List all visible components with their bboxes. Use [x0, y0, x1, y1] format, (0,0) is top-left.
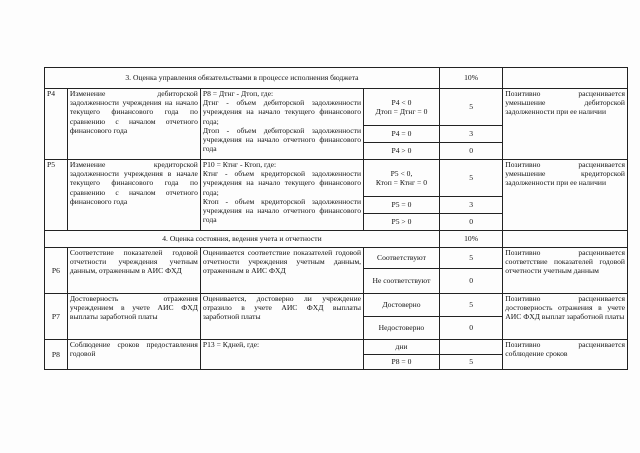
section-4-weight: 10% [439, 231, 502, 248]
p7-code: P7 [45, 294, 68, 340]
p5-score2: 3 [439, 197, 502, 214]
p4-comment: Позитивно расценивается уменьшение дебиторской задолженности при ее наличии [503, 89, 628, 160]
p8-cond2: P8 = 0 [364, 355, 440, 370]
p5-cond1b: Ктоп = Ктнг = 0 [375, 178, 427, 187]
p6-cond1: Соответствуют [364, 248, 440, 269]
p4-score2: 3 [439, 126, 502, 143]
p8-comment: Позитивно расценивается соблюдение сроков [503, 340, 628, 370]
p4-cond2: P4 = 0 [364, 126, 440, 143]
p8-name: Соблюдение сроков предоставления годовой [67, 340, 200, 370]
p4-method [200, 89, 363, 160]
table-row-p8 [45, 340, 628, 355]
p6-score2: 0 [439, 269, 502, 294]
p4-score1: 5 [439, 89, 502, 126]
p6-method: Оценивается соответствие показателей годовой отчетности учреждения учетным данным, отраженным в АИС ФХД [200, 248, 363, 294]
p5-cond1 [364, 160, 440, 197]
p7-score1: 5 [439, 294, 502, 317]
p5-code: P5 [45, 160, 68, 231]
p4-cond1 [364, 89, 440, 126]
p5-cond2: P5 = 0 [364, 197, 440, 214]
p8-method: P13 = Кдней, где: [200, 340, 363, 370]
section-4-empty [503, 231, 628, 248]
p7-method: Оценивается, достоверно ли учреждение отразило в учете АИС ФХД выплаты заработной платы [200, 294, 363, 340]
p5-score1: 5 [439, 160, 502, 197]
p5-method [200, 160, 363, 231]
p6-cond2: Не соответствуют [364, 269, 440, 294]
p5-formula: P10 = Ктнг - Ктоп, где: [202, 160, 277, 169]
p8-code: P8 [45, 340, 68, 370]
p6-score1: 5 [439, 248, 502, 269]
p4-cond1a: P4 < 0 [391, 97, 412, 107]
p4-def2: Дтоп - объем дебиторской задолженности учреждения на начало отчетного финансового года [202, 125, 362, 154]
indicators-table [44, 67, 628, 370]
p4-cond3: P4 > 0 [364, 143, 440, 160]
p7-cond1: Достоверно [364, 294, 440, 317]
section-3-title: 3. Оценка управления обязательствами в процессе исполнения бюджета [45, 68, 440, 89]
table-row-p6 [45, 248, 628, 269]
p6-comment: Позитивно расценивается соответствие показателей годовой отчетности учетным данным [503, 248, 628, 294]
p4-def1: Дтнг - объем дебиторской задолженности учреждения на начало текущего финансового года; [202, 98, 362, 126]
p8-cond1: дни [364, 340, 440, 355]
p5-cond3: P5 > 0 [364, 214, 440, 231]
p6-code: P6 [45, 248, 68, 294]
p5-def2: Ктоп - объем кредиторской задолженности учреждения на начало отчетного финансового года [202, 196, 362, 225]
table-row-p4 [45, 89, 628, 126]
p5-cond1a: P5 < 0, [390, 168, 413, 178]
p7-comment: Позитивно расценивается достоверность отражения в учете АИС ФХД выплат заработной платы [503, 294, 628, 340]
section-3-weight: 10% [439, 68, 502, 89]
section-4-header [45, 231, 628, 248]
section-4-title: 4. Оценка состояния, ведения учета и отчетности [45, 231, 440, 248]
table-row-p5 [45, 160, 628, 197]
p4-name: Изменение дебиторской задолженности учреждения на начало текущего финансового года по сравнению с началом отчетного финансового года [67, 89, 200, 160]
section-3-empty [503, 68, 628, 89]
p7-score2: 0 [439, 317, 502, 340]
p5-score3: 0 [439, 214, 502, 231]
p4-score3: 0 [439, 143, 502, 160]
p8-score2: 5 [439, 355, 502, 370]
section-3-header [45, 68, 628, 89]
p7-name: Достоверность отражения учреждением в учете АИС ФХД выплаты заработной платы [67, 294, 200, 340]
table-row-p7 [45, 294, 628, 317]
p4-cond1b: Дтоп = Дтнг = 0 [375, 107, 428, 116]
p7-cond2: Недостоверно [364, 317, 440, 340]
p6-name: Соответствие показателей годовой отчетности учреждения учетным данным, отраженным в АИС ФХД [67, 248, 200, 294]
p5-name: Изменение кредиторской задолженности учреждения в начале текущего финансового года по сравнению с началом отчетного финансового года [67, 160, 200, 231]
p4-formula: P8 = Дтнг - Дтоп, где: [202, 89, 274, 98]
p4-code: P4 [45, 89, 68, 160]
p5-def1: Ктнг - объем кредиторской задолженности учреждения на начало текущего финансового года; [202, 169, 362, 197]
p8-score1 [439, 340, 502, 355]
p5-comment: Позитивно расценивается уменьшение кредиторской задолженности при ее наличии [503, 160, 628, 231]
